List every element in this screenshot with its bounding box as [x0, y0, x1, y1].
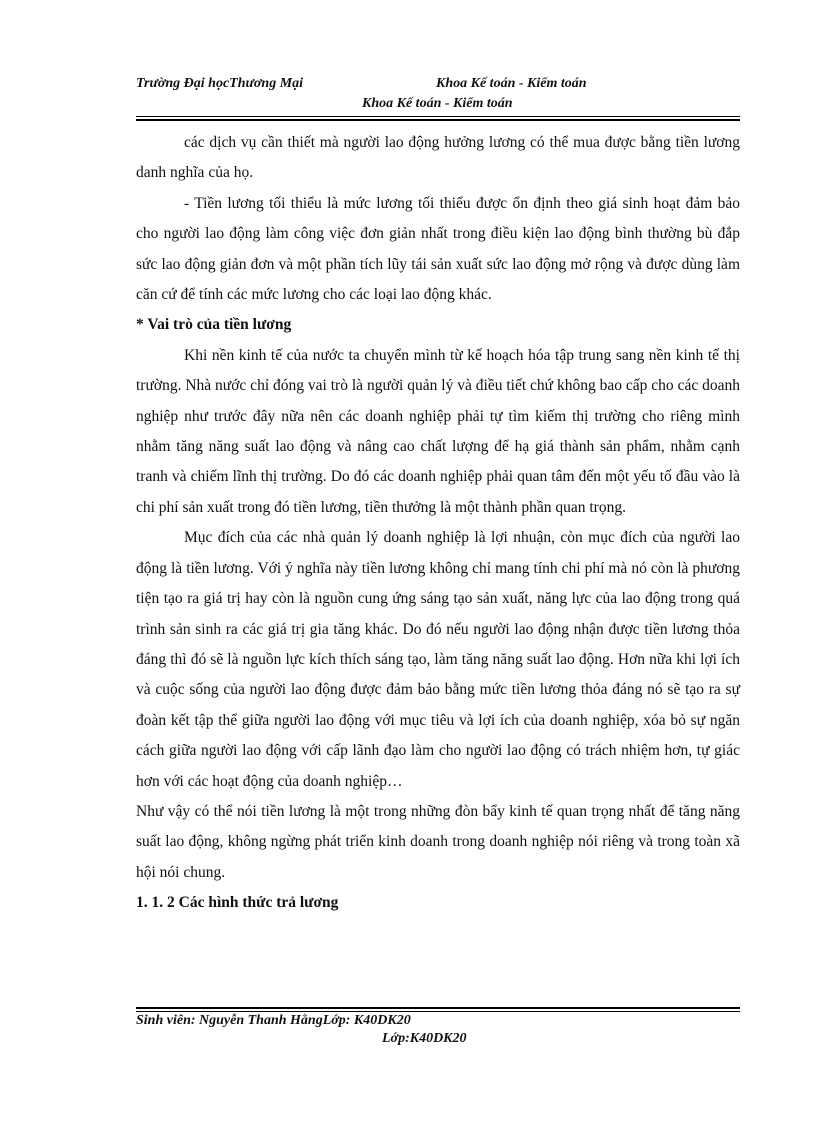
header-rule-thick	[136, 119, 740, 121]
section-heading-payment-forms: 1. 1. 2 Các hình thức trả lương	[136, 894, 339, 912]
class-info: Lớp:K40DK20	[382, 1031, 467, 1046]
page-body	[136, 128, 740, 919]
footer-rule-thick	[136, 1007, 740, 1009]
department-name-repeat: Khoa Kế toán - Kiểm toán	[362, 96, 513, 111]
department-name: Khoa Kế toán - Kiểm toán	[436, 76, 587, 91]
paragraph-market-economy: Khi nền kinh tế của nước ta chuyển mình từ kế hoạch hóa tập trung sang nền kinh tế thị trường. Nhà nước chỉ đóng vai trò là người quản lý và điều tiết chứ không bao cấp cho các doanh nghiệp như trước đây nữa nên các doanh nghiệp phải tự tìm kiếm thị trường cho riêng mình nhằm tăng năng suất lao động và nâng cao chất lượng để hạ giá thành sản phẩm, nhằm cạnh tranh và chiếm lĩnh thị trường. Do đó các doanh nghiệp phải quan tâm đến một yếu tố đầu vào là chi phí sản xuất trong đó tiền lương, tiền thưởng là một thành phần quan trọng.	[136, 346, 740, 516]
page-footer	[136, 1013, 740, 1047]
page-header	[136, 76, 740, 111]
paragraph-purpose: Mục đích của các nhà quản lý doanh nghiệp là lợi nhuận, còn mục đích của người lao động là tiền lương. Với ý nghĩa này tiền lương không chỉ mang tính chi phí mà nó còn là phương tiện tạo ra giá trị hay còn là nguồn cung ứng sáng tạo sản xuất, năng lực của lao động trong quá trình sản sinh ra các giá trị gia tăng khác. Do đó nếu người lao động nhận được tiền lương thỏa đáng thì đó sẽ là nguồn lực kích thích sáng tạo, làm tăng năng suất lao động. Hơn nữa khi lợi ích và cuộc sống của người lao động được đảm bảo bằng mức tiền lương thỏa đáng nó sẽ tạo ra sự đoàn kết tập thể giữa người lao động với mục tiêu và lợi ích của doanh nghiệp, xóa bỏ sự ngăn cách giữa người lao động với cấp lãnh đạo làm cho người lao động có trách nhiệm hơn, tự giác hơn với các hoạt động của doanh nghiệp…	[136, 529, 740, 790]
footer-rule-thin	[136, 1011, 740, 1012]
header-rule-thin	[136, 116, 740, 117]
paragraph-minimum-wage: - Tiền lương tối thiểu là mức lương tối thiểu được ổn định theo giá sinh hoạt đảm bảo cho người lao động làm công việc đơn giản nhất trong điều kiện lao động bình thường bù đắp sức lao động giản đơn và một phần tích lũy tái sản xuất sức lao động mở rộng và được dùng làm căn cứ để tính các mức lương cho các loại lao động khác.	[136, 194, 740, 304]
student-info: Sinh viên: Nguyễn Thanh HằngLớp: K40DK20	[136, 1013, 411, 1028]
paragraph-continuation: các dịch vụ cần thiết mà người lao động hưởng lương có thể mua được bằng tiền lương danh nghĩa của họ.	[136, 134, 740, 182]
section-heading-role: * Vai trò của tiền lương	[136, 316, 292, 334]
paragraph-conclusion: Như vậy có thể nói tiền lương là một trong những đòn bẩy kinh tế quan trọng nhất để tăng năng suất lao động, không ngừng phát triển kinh doanh trong doanh nghiệp nói riêng và trong toàn xã hội nói chung.	[136, 802, 740, 881]
school-name: Trường Đại họcThương Mại	[136, 76, 304, 91]
